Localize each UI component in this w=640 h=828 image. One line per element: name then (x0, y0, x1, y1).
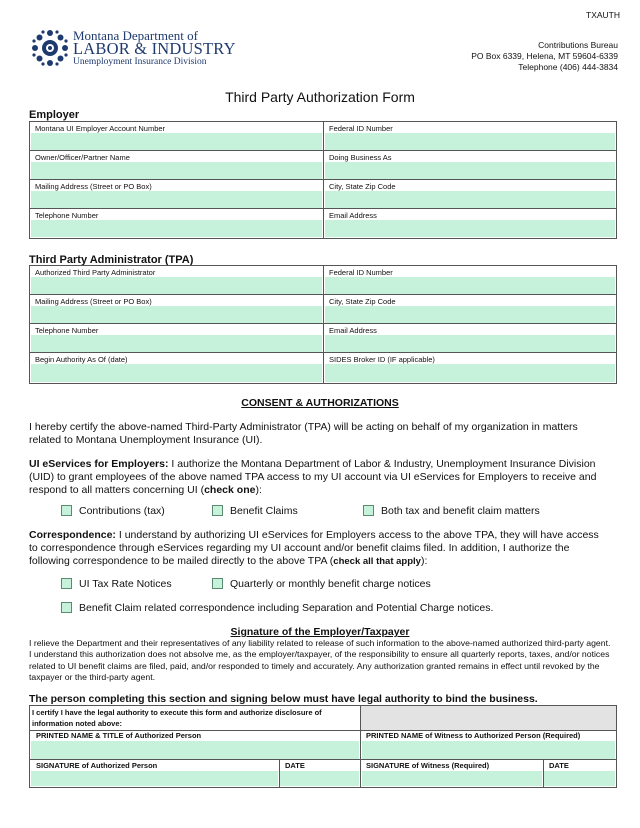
certify-text: I hereby certify the above-named Third-Party Administrator (TPA) will be acting on behalf of my organization in matters related to Montana Unemployment Insurance (UI). (29, 421, 578, 446)
tpa-fein-label: Federal ID Number (329, 268, 393, 277)
employer-fein-input[interactable] (325, 133, 615, 150)
employer-row (30, 209, 616, 238)
benefit-claims-checkbox[interactable] (212, 505, 223, 516)
contact-bureau: Contributions Bureau (538, 40, 618, 50)
employer-account-label: Montana UI Employer Account Number (35, 124, 166, 133)
tpa-city-input[interactable] (325, 306, 615, 323)
tpa-name-input[interactable] (31, 277, 322, 294)
printed-witness-input[interactable] (362, 741, 615, 759)
printed-witness-label: PRINTED NAME of Witness to Authorized Person (Required) (366, 731, 581, 740)
contact-block (368, 40, 618, 73)
certify-authority-text: I certify I have the legal authority to execute this form and authorize disclosure of information noted above: (32, 708, 322, 728)
signature-heading: Signature of the Employer/Taxpayer (230, 626, 410, 638)
both-matters-label: Both tax and benefit claim matters (381, 505, 540, 517)
consent-heading: CONSENT & AUTHORIZATIONS (241, 397, 399, 409)
contributions-tax-checkbox[interactable] (61, 505, 72, 516)
tpa-email-label: Email Address (329, 326, 377, 335)
tpa-table (29, 265, 617, 384)
tpa-mailing-label: Mailing Address (Street or PO Box) (35, 297, 152, 306)
logo-line3: Unemployment Insurance Division (73, 57, 207, 67)
tpa-row (30, 353, 616, 383)
tpa-phone-label: Telephone Number (35, 326, 99, 335)
both-matters-checkbox[interactable] (363, 505, 374, 516)
tpa-row (30, 295, 616, 324)
benefit-claim-correspondence-checkbox[interactable] (61, 602, 72, 613)
eservices-check-note: check one (204, 484, 256, 496)
employer-email-label: Email Address (329, 211, 377, 220)
tpa-sides-label: SIDES Broker ID (IF applicable) (329, 355, 435, 364)
contributions-tax-label: Contributions (tax) (79, 505, 165, 517)
relieve-text: I relieve the Department and their representatives of any liability related to release of such information to the above-named authorized third-party agent. I understand this authorization does not absolve me, as the employer/taxpayer, of the responsibility to ensure all quarterly reports, taxes, and/or notices related to UI benefit claims are filed, paid, and/or responded to timely and accurately. Any authorization granted remains in effect until revoked by the taxpayer or the third-party agent. (29, 638, 611, 682)
witness-date-label: DATE (549, 761, 569, 770)
correspondence-end: ): (420, 555, 428, 567)
tpa-heading: Third Party Administrator (TPA) (29, 254, 194, 266)
tpa-begin-date-label: Begin Authority As Of (date) (35, 355, 128, 364)
employer-table (29, 121, 617, 239)
tax-rate-notices-label: UI Tax Rate Notices (79, 578, 172, 590)
eservices-paragraph (29, 458, 601, 497)
tpa-name-label: Authorized Third Party Administrator (35, 268, 156, 277)
logo-line1: Montana Department of (73, 28, 198, 43)
tpa-city-label: City, State Zip Code (329, 297, 396, 306)
printed-name-input[interactable] (31, 741, 359, 759)
correspondence-text: I understand by authorizing UI eServices for Employers access to the above TPA, they will have access to correspondence through eServices regarding my UI account and/or benefit claims filed. In addition, I authorize the following correspondence to be mailed directly to the above TPA ( (29, 529, 599, 567)
witness-signature-label: SIGNATURE of Witness (Required) (366, 761, 490, 770)
correspondence-check-note: check all that apply (333, 556, 421, 567)
employer-dba-input[interactable] (325, 162, 615, 179)
employer-owner-label: Owner/Officer/Partner Name (35, 153, 130, 162)
benefit-charge-notices-checkbox[interactable] (212, 578, 223, 589)
employer-dba-label: Doing Business As (329, 153, 392, 162)
tpa-sides-input[interactable] (325, 364, 615, 382)
benefit-claims-label: Benefit Claims (230, 505, 298, 517)
page-title: Third Party Authorization Form (225, 89, 415, 105)
signature-table (29, 705, 617, 788)
employer-phone-input[interactable] (31, 220, 322, 237)
witness-signature-input[interactable] (362, 771, 542, 786)
employer-row (30, 122, 616, 151)
employer-city-label: City, State Zip Code (329, 182, 396, 191)
form-code: TXAUTH (586, 10, 620, 20)
tpa-begin-date-input[interactable] (31, 364, 322, 382)
employer-mailing-input[interactable] (31, 191, 322, 208)
printed-name-label: PRINTED NAME & TITLE of Authorized Person (36, 731, 202, 740)
correspondence-label: Correspondence: (29, 529, 116, 541)
employer-fein-label: Federal ID Number (329, 124, 393, 133)
employer-heading: Employer (29, 109, 80, 121)
employer-account-input[interactable] (31, 133, 322, 150)
eservices-label: UI eServices for Employers: (29, 458, 169, 470)
contact-phone: Telephone (406) 444-3834 (518, 62, 618, 72)
tpa-row (30, 266, 616, 295)
tpa-fein-input[interactable] (325, 277, 615, 294)
employer-row (30, 151, 616, 180)
signature-label: SIGNATURE of Authorized Person (36, 761, 158, 770)
date-label: DATE (285, 761, 305, 770)
eservices-end: ): (255, 484, 262, 496)
employer-mailing-label: Mailing Address (Street or PO Box) (35, 182, 152, 191)
employer-phone-label: Telephone Number (35, 211, 99, 220)
employer-row (30, 180, 616, 209)
authority-statement: The person completing this section and signing below must have legal authority to bind the business. (29, 693, 538, 705)
tax-rate-notices-checkbox[interactable] (61, 578, 72, 589)
signature-input[interactable] (31, 771, 278, 786)
date-input[interactable] (280, 771, 359, 786)
employer-email-input[interactable] (325, 220, 615, 237)
employer-city-input[interactable] (325, 191, 615, 208)
tpa-phone-input[interactable] (31, 335, 322, 352)
tpa-row (30, 324, 616, 353)
eservices-text: I authorize the Montana Department of Labor & Industry, Unemployment Insurance Division (UID) to grant employees of the above named TPA access to my UI account via UI eServices for Employers to receive and respond to all matters concerning UI ( (29, 458, 597, 496)
tpa-mailing-input[interactable] (31, 306, 322, 323)
logo-seal-icon (30, 28, 70, 68)
contact-address: PO Box 6339, Helena, MT 59604-6339 (471, 51, 618, 61)
logo-line2: LABOR & INDUSTRY (73, 39, 236, 58)
employer-owner-input[interactable] (31, 162, 322, 179)
correspondence-paragraph (29, 529, 601, 568)
benefit-charge-notices-label: Quarterly or monthly benefit charge notices (230, 578, 431, 590)
witness-date-input[interactable] (544, 771, 615, 786)
tpa-email-input[interactable] (325, 335, 615, 352)
benefit-claim-correspondence-label: Benefit Claim related correspondence including Separation and Potential Charge notices. (79, 602, 494, 614)
